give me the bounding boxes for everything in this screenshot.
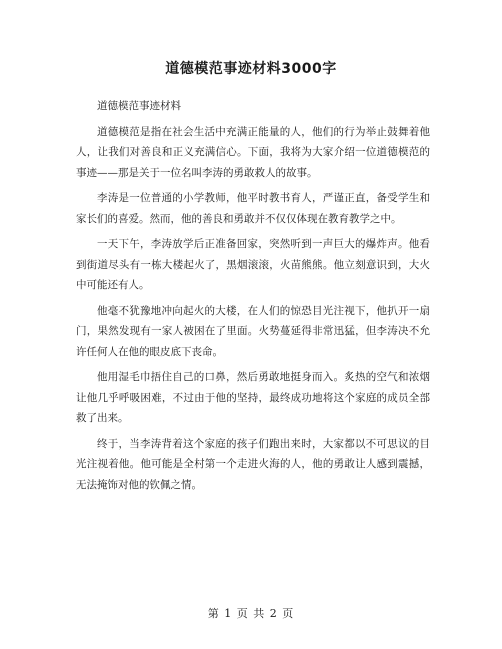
document-body <box>76 96 430 500</box>
page-number: 第 1 页 共 2 页 <box>207 607 295 620</box>
paragraph: 终于，当李涛背着这个家庭的孩子们跑出来时，大家都以不可思议的目光注视着他。他可能是全村第一个走进火海的人，他的勇敢让人感到震撼，无法掩饰对他的钦佩之情。 <box>76 437 430 491</box>
paragraph: 他用湿毛巾捂住自己的口鼻，然后勇敢地挺身而入。炙热的空气和浓烟让他几乎呼吸困难，不过由于他的坚持，最终成功地将这个家庭的成员全部救了出来。 <box>76 371 430 424</box>
paragraph: 李涛是一位普通的小学教师，他平时教书育人，严谨正直，备受学生和家长们的喜爱。然而，他的善良和勇敢并不仅仅体现在教育教学之中。 <box>76 192 430 225</box>
paragraph: 道德模范是指在社会生活中充满正能量的人，他们的行为举止鼓舞着他人，让我们对善良和正义充满信心。下面，我将为大家介绍一位道德模范的事迹——那是关于一位名叫李涛的勇敢救人的故事。 <box>76 125 430 179</box>
paragraph: 道德模范事迹材料 <box>97 100 181 112</box>
paragraph: 一天下午，李涛放学后正准备回家，突然听到一声巨大的爆炸声。他看到街道尽头有一栋大楼起火了，黑烟滚滚，火苗熊熊。他立刻意识到，大火中可能还有人。 <box>76 238 430 291</box>
paragraph: 他毫不犹豫地冲向起火的大楼，在人们的惊恐目光注视下，他扒开一扇门，果然发现有一家人被困在了里面。火势蔓延得非常迅猛，但李涛决不允许任何人在他的眼皮底下丧命。 <box>76 304 430 358</box>
document-title: 道德模范事迹材料3000字 <box>165 61 337 77</box>
